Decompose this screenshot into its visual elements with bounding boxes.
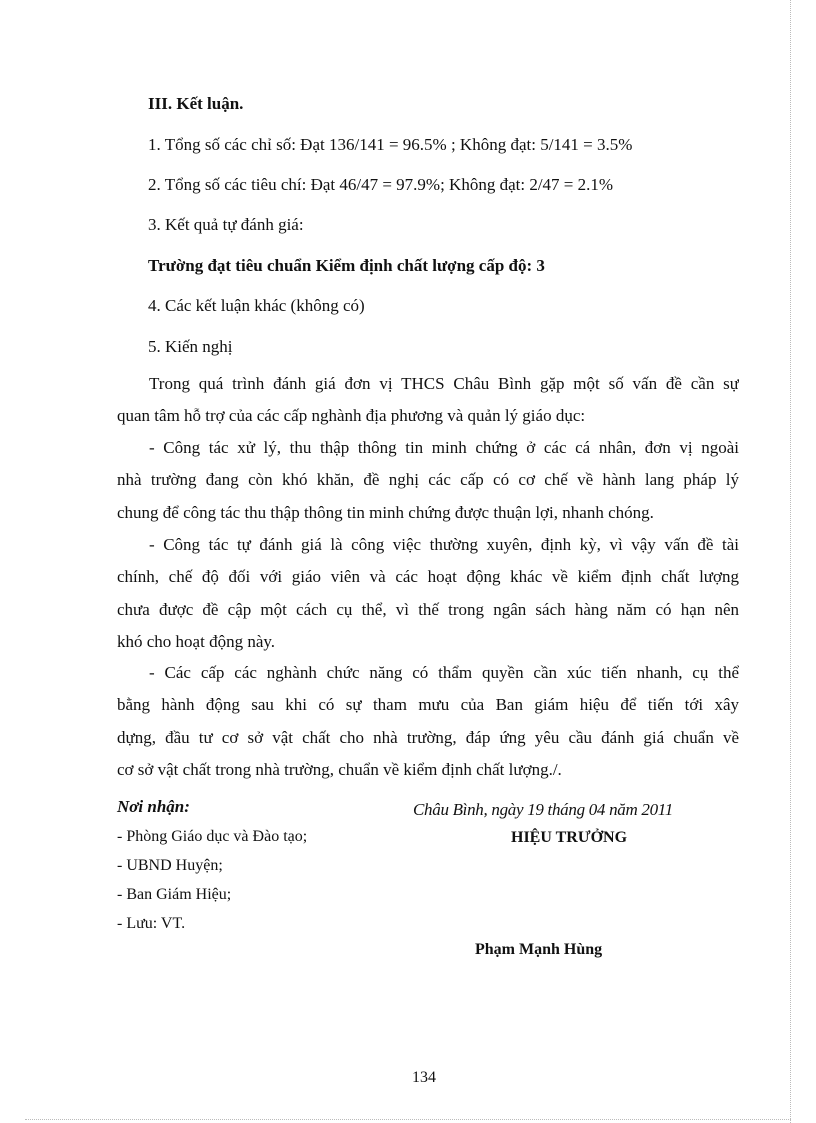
- place-date: Châu Bình, ngày 19 tháng 04 năm 2011: [413, 800, 673, 819]
- section-heading: III. Kết luận.: [148, 94, 244, 113]
- page-number: 134: [412, 1069, 436, 1086]
- paragraph-line: nhà trường đang còn khó khăn, đề nghị các cấp có cơ chế về hành lang pháp lý: [117, 470, 739, 490]
- paragraph-line: bằng hành động sau khi có sự tham mưu của Ban giám hiệu để tiến tới xây: [117, 695, 739, 715]
- paragraph-line: - Công tác xử lý, thu thập thông tin minh chứng ở các cá nhân, đơn vị ngoài: [149, 438, 739, 457]
- page-bottom-border: [25, 1119, 791, 1120]
- item-1-indicators: 1. Tổng số các chỉ số: Đạt 136/141 = 96.5% ; Không đạt: 5/141 = 3.5%: [148, 135, 633, 154]
- recipients-title: Nơi nhận:: [117, 797, 190, 816]
- paragraph-line: cơ sở vật chất trong nhà trường, chuẩn về kiểm định chất lượng./.: [117, 759, 562, 779]
- paragraph-line: chính, chế độ đối với giáo viên và các hoạt động khác về kiểm định chất lượng: [117, 567, 739, 587]
- page-right-border: [790, 0, 791, 1123]
- paragraph-line: - Công tác tự đánh giá là công việc thường xuyên, định kỳ, vì vậy vấn đề tài: [149, 535, 739, 554]
- item-3-self-assessment: 3. Kết quả tự đánh giá:: [148, 215, 304, 234]
- paragraph-line: quan tâm hỗ trợ của các cấp nghành địa phương và quản lý giáo dục:: [117, 406, 586, 426]
- paragraph-line: Trong quá trình đánh giá đơn vị THCS Châu Bình gặp một số vấn đề cần sự: [149, 374, 739, 393]
- recipient-item: - Phòng Giáo dục và Đào tạo;: [117, 828, 308, 845]
- paragraph-line: dựng, đầu tư cơ sở vật chất cho nhà trường, đáp ứng yêu cầu đánh giá chuẩn về: [117, 727, 739, 747]
- recipient-item: - UBND Huyện;: [117, 857, 223, 874]
- paragraph-line: khó cho hoạt động này.: [117, 631, 276, 651]
- item-2-criteria: 2. Tổng số các tiêu chí: Đạt 46/47 = 97.9%; Không đạt: 2/47 = 2.1%: [148, 175, 614, 194]
- paragraph-line: chưa được đề cập một cách cụ thể, vì thế trong ngân sách hàng năm có hạn nên: [117, 599, 739, 619]
- paragraph-line: chung để công tác thu thập thông tin minh chứng được thuận lợi, nhanh chóng.: [117, 502, 654, 522]
- item-4-other-conclusions: 4. Các kết luận khác (không có): [148, 296, 365, 315]
- recipient-item: - Lưu: VT.: [117, 915, 186, 932]
- paragraph-line: - Các cấp các nghành chức năng có thẩm quyền cần xúc tiến nhanh, cụ thể: [149, 663, 739, 682]
- recipient-item: - Ban Giám Hiệu;: [117, 886, 232, 903]
- signer-name: Phạm Mạnh Hùng: [475, 941, 603, 958]
- paragraph-4: [117, 657, 739, 786]
- paragraph-1: [117, 368, 739, 433]
- signer-position: HIỆU TRƯỞNG: [511, 829, 628, 846]
- paragraph-2: [117, 432, 739, 529]
- assessment-result: Trường đạt tiêu chuẩn Kiểm định chất lượng cấp độ: 3: [148, 256, 545, 275]
- paragraph-3: [117, 529, 739, 658]
- item-5-recommendations: 5. Kiến nghị: [148, 337, 233, 356]
